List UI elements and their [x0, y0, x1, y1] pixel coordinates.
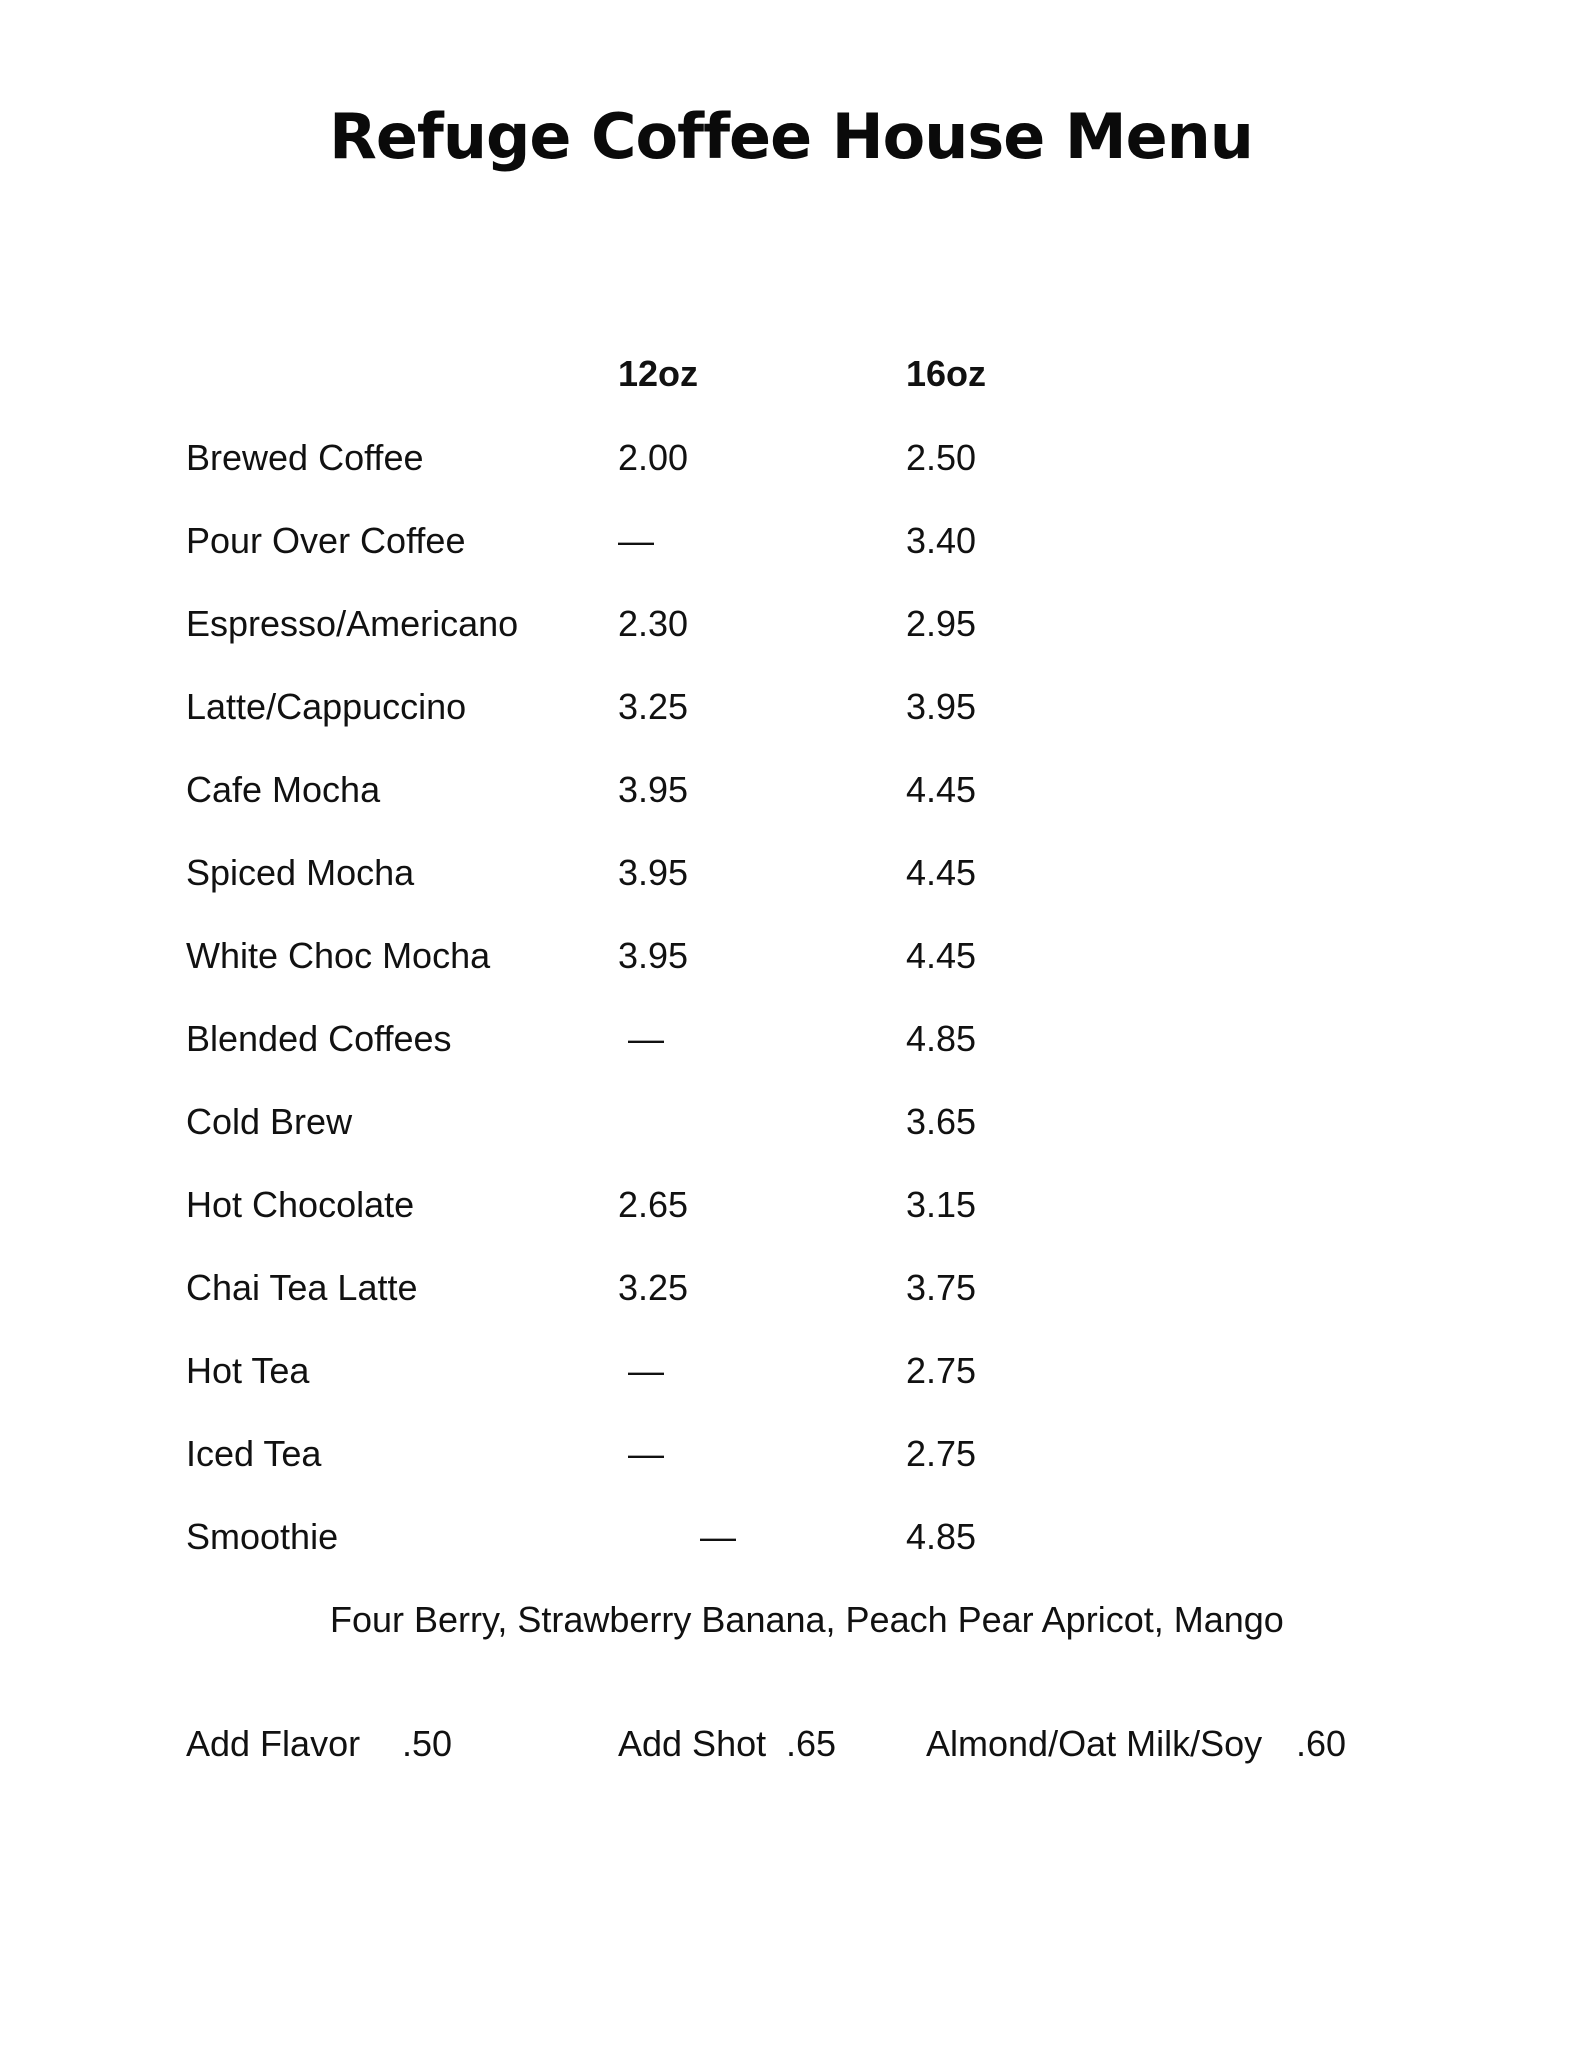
- item-name: Latte/Cappuccino: [186, 686, 467, 727]
- item-price-12oz: —: [618, 520, 654, 561]
- item-name: Cold Brew: [186, 1101, 353, 1142]
- addon-milk-price: .60: [1296, 1723, 1347, 1764]
- item-price-16oz: 2.75: [906, 1433, 977, 1474]
- item-name: White Choc Mocha: [186, 935, 491, 976]
- item-price-16oz: 4.45: [906, 769, 977, 810]
- item-price-16oz: 3.15: [906, 1184, 977, 1225]
- item-name: Spiced Mocha: [186, 852, 415, 893]
- item-price-16oz: 4.45: [906, 935, 977, 976]
- item-price-12oz: —: [628, 1018, 664, 1059]
- addon-milk-label: Almond/Oat Milk/Soy: [926, 1723, 1263, 1764]
- item-name: Pour Over Coffee: [186, 520, 466, 561]
- item-price-16oz: 3.95: [906, 686, 977, 727]
- item-price-12oz: 2.30: [618, 603, 689, 644]
- item-name: Brewed Coffee: [186, 437, 424, 478]
- addon-shot-price: .65: [786, 1723, 837, 1764]
- item-price-12oz: 2.00: [618, 437, 689, 478]
- item-name: Hot Tea: [186, 1350, 310, 1391]
- item-price-16oz: 4.85: [906, 1516, 977, 1557]
- item-price-12oz: 3.95: [618, 769, 689, 810]
- item-price-16oz: 3.40: [906, 520, 977, 561]
- item-price-12oz: 3.25: [618, 1267, 689, 1308]
- item-price-12oz: 3.25: [618, 686, 689, 727]
- item-name: Blended Coffees: [186, 1018, 452, 1059]
- item-name: Cafe Mocha: [186, 769, 381, 810]
- item-price-16oz: 3.65: [906, 1101, 977, 1142]
- item-price-16oz: 2.50: [906, 437, 977, 478]
- item-price-12oz: 3.95: [618, 935, 689, 976]
- smoothie-flavors: Four Berry, Strawberry Banana, Peach Pear Apricot, Mango: [330, 1599, 1284, 1640]
- item-price-16oz: 4.85: [906, 1018, 977, 1059]
- item-price-12oz: 3.95: [618, 852, 689, 893]
- item-price-16oz: 4.45: [906, 852, 977, 893]
- item-price-12oz: 2.65: [618, 1184, 689, 1225]
- addon-flavor-price: .50: [402, 1723, 453, 1764]
- column-header-12oz: 12oz: [618, 353, 699, 394]
- item-name: Iced Tea: [186, 1433, 322, 1474]
- item-name: Hot Chocolate: [186, 1184, 415, 1225]
- item-price-12oz: —: [628, 1350, 664, 1391]
- item-price-16oz: 3.75: [906, 1267, 977, 1308]
- addon-flavor-label: Add Flavor: [186, 1723, 361, 1764]
- menu-title: Refuge Coffee House Menu: [329, 100, 1253, 173]
- item-price-16oz: 2.95: [906, 603, 977, 644]
- addon-shot-label: Add Shot: [618, 1723, 767, 1764]
- item-name: Smoothie: [186, 1516, 339, 1557]
- item-price-12oz: —: [628, 1433, 664, 1474]
- item-name: Chai Tea Latte: [186, 1267, 418, 1308]
- column-header-16oz: 16oz: [906, 353, 987, 394]
- item-price-16oz: 2.75: [906, 1350, 977, 1391]
- item-price-12oz: —: [700, 1516, 736, 1557]
- item-name: Espresso/Americano: [186, 603, 519, 644]
